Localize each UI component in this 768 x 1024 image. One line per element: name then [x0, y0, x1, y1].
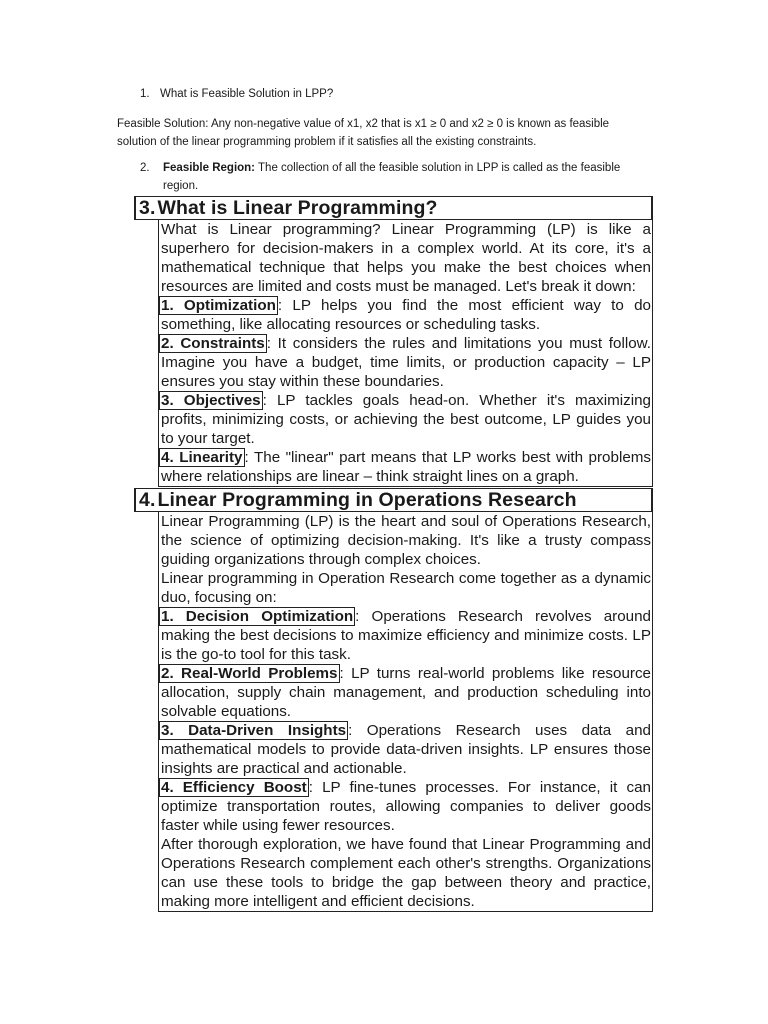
section-3-item: [161, 296, 651, 334]
item-label-optimization: 1. Optimization: [161, 297, 276, 314]
section-3-body: [158, 220, 652, 487]
feasible-region-term: Feasible Region:: [163, 162, 256, 174]
item-label-data-driven-insights: 3. Data-Driven Insights: [161, 722, 347, 739]
section-4-body: [158, 512, 652, 912]
item-text: : LP turns real-world problems like resource allocation, supply chain management, and production scheduling into solvable equations.: [161, 665, 651, 720]
question-1-text: What is Feasible Solution in LPP?: [160, 88, 334, 100]
section-3-item: [161, 448, 651, 486]
item-text: : Operations Research revolves around making the best decisions to maximize efficiency and minimize costs. LP is the go-to tool for this task.: [161, 608, 651, 663]
section-4-heading: [134, 488, 652, 512]
item-text: : It considers the rules and limitations you must follow. Imagine you have a budget, time limits, or production capacity – LP ensures you stay within these boundaries.: [161, 335, 651, 390]
section-4-item: [161, 721, 651, 778]
section-3-heading: [134, 196, 652, 220]
item-text: : LP fine-tunes processes. For instance, it can optimize transportation routes, allowing companies to deliver goods faster while using fewer resources.: [161, 779, 651, 834]
section-4-title: Linear Programming in Operations Research: [157, 489, 577, 511]
section-lp-operations-research: [134, 488, 653, 912]
item-label-objectives: 3. Objectives: [161, 392, 261, 409]
section-4-intro: Linear Programming (LP) is the heart and soul of Operations Research, the science of optimizing decision-making. It's like a trusty compass guiding organizations through complex choices.: [161, 513, 651, 568]
section-4-intro-2: Linear programming in Operation Research come together as a dynamic duo, focusing on:: [161, 570, 651, 606]
item-text: : Operations Research uses data and mathematical models to provide data-driven insights. LP ensures those insights are practical and actionable.: [161, 722, 651, 777]
section-4-number: 4.: [139, 489, 156, 511]
item-label-linearity: 4. Linearity: [161, 449, 243, 466]
item-text: : The "linear" part means that LP works best with problems where relationships are linear – think straight lines on a graph.: [161, 449, 652, 485]
section-4-item: [161, 607, 651, 664]
feasible-region-definition: The collection of all the feasible solution in LPP is called as the feasible region.: [163, 162, 621, 192]
question-2-number: 2.: [140, 162, 150, 174]
section-3-item: [161, 391, 651, 448]
feasible-solution-paragraph: Feasible Solution: Any non-negative value of x1, x2 that is x1 ≥ 0 and x2 ≥ 0 is known as feasible solution of the linear programming problem if it satisfies all the existing constraints.: [117, 118, 610, 148]
item-label-constraints: 2. Constraints: [161, 335, 265, 352]
item-text: : LP helps you find the most efficient way to do something, like allocating resources or scheduling tasks.: [161, 297, 652, 333]
item-text: : LP tackles goals head-on. Whether it's maximizing profits, minimizing costs, or achieving the best outcome, LP guides you to your target.: [161, 392, 651, 447]
section-3-title: What is Linear Programming?: [157, 197, 438, 219]
section-3-intro: What is Linear programming? Linear Programming (LP) is like a superhero for decision-makers in a complex world. At its core, it's a mathematical technique that helps you make the best choices when resources are limited and costs must be managed. Let's break it down:: [161, 221, 651, 295]
section-3-item: [161, 334, 651, 391]
question-2: [140, 159, 640, 195]
question-1-number: 1.: [140, 88, 150, 100]
item-label-decision-optimization: 1. Decision Optimization: [161, 608, 354, 625]
item-label-efficiency-boost: 4. Efficiency Boost: [161, 779, 307, 796]
section-4-item: [161, 664, 651, 721]
section-4-conclusion: After thorough exploration, we have found that Linear Programming and Operations Research complement each other's strengths. Organizations can use these tools to bridge the gap between theory and practice, making more intelligent and efficient decisions.: [161, 836, 651, 910]
item-label-real-world-problems: 2. Real-World Problems: [161, 665, 338, 682]
section-3-number: 3.: [139, 197, 156, 219]
section-linear-programming: [134, 196, 653, 487]
question-1: [140, 88, 333, 100]
section-4-item: [161, 778, 651, 835]
